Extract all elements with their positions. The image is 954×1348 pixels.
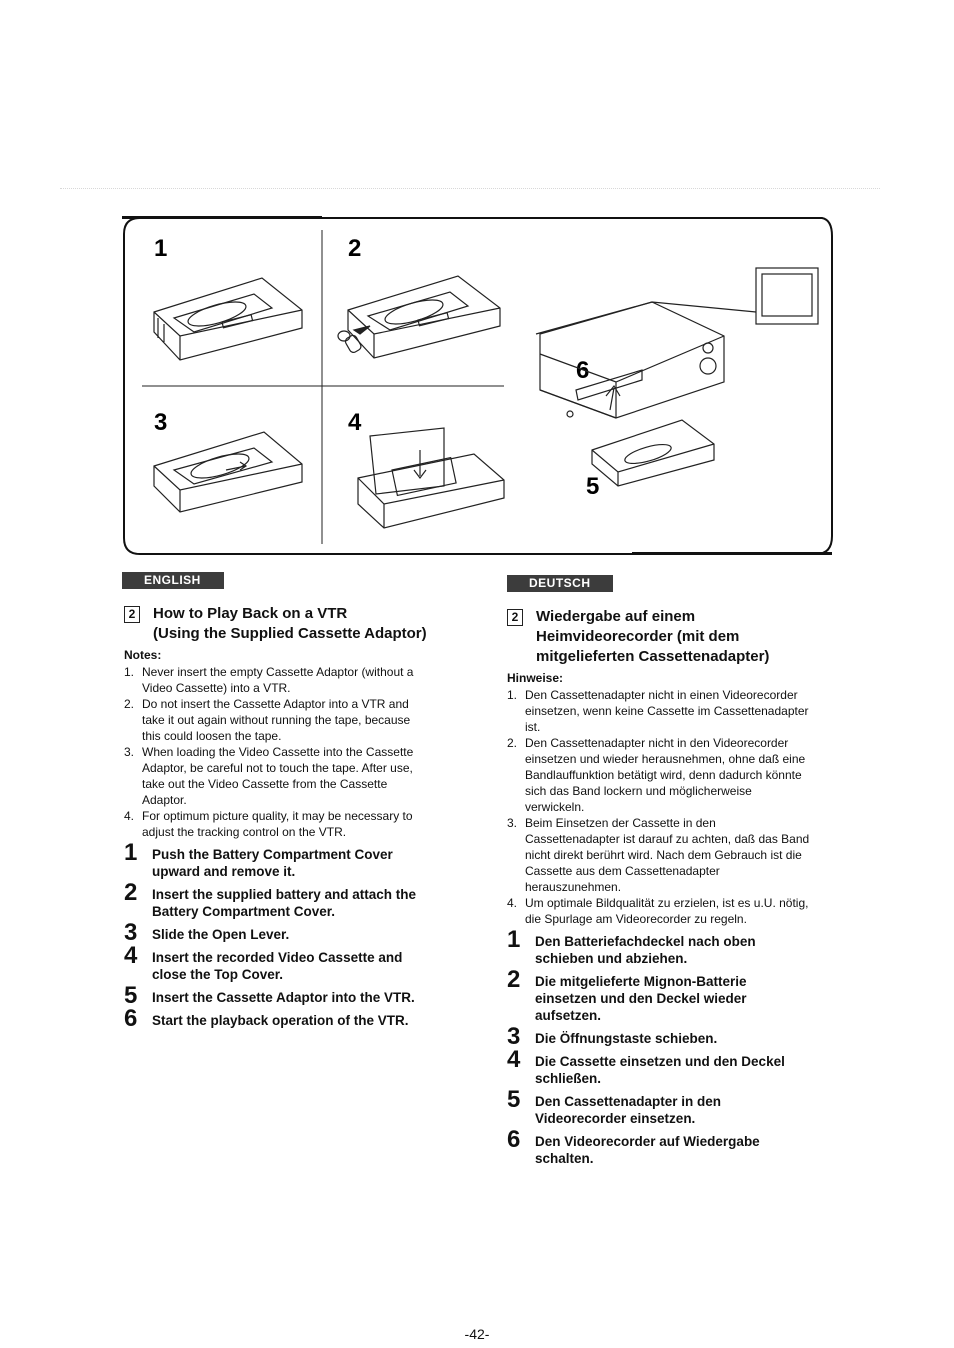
panel-number-3: 3 bbox=[154, 409, 168, 436]
heading-line: How to Play Back on a VTR bbox=[153, 605, 348, 622]
notes-list bbox=[507, 687, 837, 927]
note-line: Cassettenadapter ist darauf zu achten, daß das Band bbox=[525, 832, 810, 846]
panel-number-1: 1 bbox=[154, 235, 168, 262]
note-line: Den Cassettenadapter nicht in einen Videorecorder bbox=[525, 688, 798, 702]
note-line: Beim Einsetzen der Cassette in den bbox=[525, 816, 716, 830]
step-line: Den Videorecorder auf Wiedergabe bbox=[535, 1134, 760, 1149]
step-item bbox=[507, 1023, 837, 1050]
step-item bbox=[124, 942, 454, 983]
step-line: close the Top Cover. bbox=[152, 967, 284, 982]
note-number: 3. bbox=[507, 816, 518, 830]
note-line: Video Cassette) into a VTR. bbox=[142, 681, 291, 695]
step-number: 6 bbox=[507, 1126, 521, 1153]
note-number: 4. bbox=[124, 809, 135, 823]
note-number: 1. bbox=[124, 665, 135, 679]
note-line: die Spurlage am Videorecorder zu regeln. bbox=[525, 912, 747, 926]
step-item bbox=[124, 919, 454, 946]
note-line: sich das Band lockern und möglicherweise bbox=[525, 784, 752, 798]
step-item bbox=[507, 1126, 837, 1167]
deutsch-section-heading bbox=[507, 607, 837, 667]
note-item bbox=[124, 744, 454, 808]
step-number: 3 bbox=[124, 919, 138, 946]
english-section-heading bbox=[124, 604, 454, 644]
note-line: verwickeln. bbox=[525, 800, 585, 814]
step-line: upward and remove it. bbox=[152, 864, 296, 879]
step-line: Die mitgelieferte Mignon-Batterie bbox=[535, 974, 747, 989]
note-line: take out the Video Cassette from the Cassette bbox=[142, 777, 388, 791]
step-number: 1 bbox=[507, 926, 521, 953]
step-number: 4 bbox=[507, 1046, 521, 1073]
instruction-figure bbox=[122, 214, 834, 558]
step-item bbox=[124, 839, 454, 880]
note-line: einsetzen, wenn keine Cassette im Cassettenadapter bbox=[525, 704, 809, 718]
notes-title: Hinweise: bbox=[507, 671, 564, 685]
step-line: Battery Compartment Cover. bbox=[152, 904, 336, 919]
step-number: 2 bbox=[124, 879, 138, 906]
note-line: Never insert the empty Cassette Adaptor (without a bbox=[142, 665, 414, 679]
note-line: Um optimale Bildqualität zu erzielen, ist es u.U. nötig, bbox=[525, 896, 809, 910]
step-line: schieben und abziehen. bbox=[535, 951, 688, 966]
step-item bbox=[507, 1086, 837, 1127]
step-line: einsetzen und den Deckel wieder bbox=[535, 991, 747, 1006]
panel-number-4: 4 bbox=[348, 409, 362, 436]
step-item bbox=[507, 966, 837, 1024]
step-line: Insert the recorded Video Cassette and bbox=[152, 950, 403, 965]
step-number: 4 bbox=[124, 942, 138, 969]
note-line: einsetzen und wieder herausnehmen, ohne daß eine bbox=[525, 752, 806, 766]
step-number: 2 bbox=[507, 966, 521, 993]
note-line: this could loosen the tape. bbox=[142, 729, 282, 743]
panel-number-5: 5 bbox=[586, 473, 600, 500]
note-line: When loading the Video Cassette into the Cassette bbox=[142, 745, 414, 759]
note-item bbox=[507, 895, 837, 927]
notes-list bbox=[124, 664, 454, 840]
note-item bbox=[124, 664, 454, 696]
step-item bbox=[124, 879, 454, 920]
note-line: ist. bbox=[525, 720, 541, 734]
heading-line: Wiedergabe auf einem bbox=[536, 608, 696, 625]
english-column bbox=[124, 604, 454, 1032]
step-line: Slide the Open Lever. bbox=[152, 927, 290, 942]
step-line: Videorecorder einsetzen. bbox=[535, 1111, 696, 1126]
step-line: Die Cassette einsetzen und den Deckel bbox=[535, 1054, 785, 1069]
step-line: schließen. bbox=[535, 1071, 602, 1086]
step-line: schalten. bbox=[535, 1151, 594, 1166]
step-number: 5 bbox=[507, 1086, 521, 1113]
language-badge-english: ENGLISH bbox=[122, 572, 224, 589]
steps-list bbox=[124, 839, 454, 1032]
note-line: nicht direkt berührt wird. Nach dem Gebrauch ist die bbox=[525, 848, 802, 862]
step-line: Start the playback operation of the VTR. bbox=[152, 1013, 409, 1028]
note-line: take it out again without running the tape, because bbox=[142, 713, 411, 727]
step-item bbox=[507, 926, 837, 967]
step-line: Insert the Cassette Adaptor into the VTR. bbox=[152, 990, 415, 1005]
top-dotted-rule bbox=[60, 188, 880, 189]
note-item bbox=[124, 696, 454, 744]
note-number: 2. bbox=[124, 697, 135, 711]
section-number-box: 2 bbox=[124, 606, 140, 623]
step-line: Push the Battery Compartment Cover bbox=[152, 847, 393, 862]
note-line: adjust the tracking control on the VTR. bbox=[142, 825, 347, 839]
note-item bbox=[507, 687, 837, 735]
steps-list bbox=[507, 926, 837, 1167]
step-line: Den Cassettenadapter in den bbox=[535, 1094, 722, 1109]
note-item bbox=[507, 815, 837, 895]
step-line: Den Batteriefachdeckel nach oben bbox=[535, 934, 756, 949]
step-number: 6 bbox=[124, 1005, 138, 1032]
note-line: Cassette aus dem Cassettenadapter bbox=[525, 864, 720, 878]
cassette-adaptor-drawing-1 bbox=[154, 278, 302, 360]
step-line: Die Öffnungstaste schieben. bbox=[535, 1031, 718, 1046]
cassette-adaptor-drawing-4 bbox=[358, 428, 504, 528]
heading-line: Heimvideorecorder (mit dem bbox=[536, 628, 740, 645]
panel-number-2: 2 bbox=[348, 235, 362, 262]
step-line: aufsetzen. bbox=[535, 1008, 602, 1023]
note-line: Adaptor. bbox=[142, 793, 187, 807]
note-line: For optimum picture quality, it may be necessary to bbox=[142, 809, 413, 823]
step-item bbox=[124, 982, 454, 1009]
note-line: Bandlauffunktion betätigt wird, denn dadurch könnte bbox=[525, 768, 802, 782]
note-line: Adaptor, be careful not to touch the tape. After use, bbox=[142, 761, 413, 775]
note-line: Den Cassettenadapter nicht in den Videorecorder bbox=[525, 736, 789, 750]
deutsch-column bbox=[507, 607, 837, 1167]
note-line: herauszunehmen. bbox=[525, 880, 622, 894]
cassette-adaptor-drawing-2 bbox=[338, 276, 500, 358]
heading-line: mitgelieferten Cassettenadapter) bbox=[536, 648, 770, 665]
heading-line: (Using the Supplied Cassette Adaptor) bbox=[153, 625, 427, 642]
panel-number-6: 6 bbox=[576, 357, 590, 384]
note-number: 4. bbox=[507, 896, 518, 910]
note-number: 3. bbox=[124, 745, 135, 759]
step-item bbox=[507, 1046, 837, 1087]
note-number: 2. bbox=[507, 736, 518, 750]
note-item bbox=[507, 735, 837, 815]
note-number: 1. bbox=[507, 688, 518, 702]
page-number: -42- bbox=[464, 1326, 490, 1342]
section-number-box: 2 bbox=[507, 609, 523, 626]
step-number: 5 bbox=[124, 982, 138, 1009]
step-number: 3 bbox=[507, 1023, 521, 1050]
cassette-adaptor-drawing-3 bbox=[154, 432, 302, 512]
note-item bbox=[124, 808, 454, 840]
notes-title: Notes: bbox=[124, 648, 162, 662]
step-number: 1 bbox=[124, 839, 138, 866]
note-line: Do not insert the Cassette Adaptor into a VTR and bbox=[142, 697, 409, 711]
figure-illustration bbox=[122, 214, 834, 558]
step-item bbox=[124, 1005, 454, 1032]
language-badge-deutsch: DEUTSCH bbox=[507, 575, 613, 592]
step-line: Insert the supplied battery and attach the bbox=[152, 887, 417, 902]
